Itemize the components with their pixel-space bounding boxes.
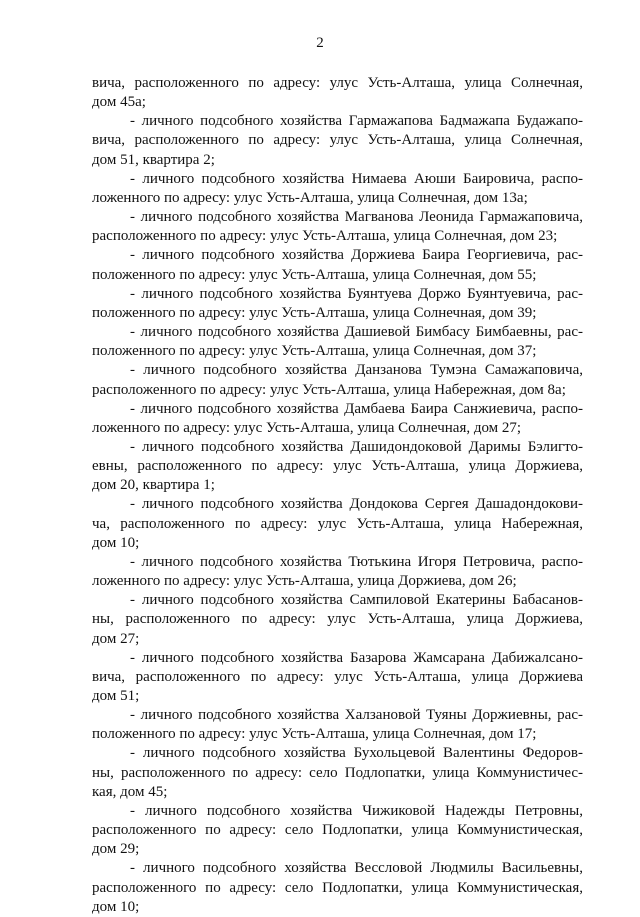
text-line: дом 27; [92,630,140,647]
list-item [92,649,583,706]
text-line: - личного подсобного хозяйства Вессловой Людмилы Васильевны, [130,860,583,877]
text-line: дом 29; [92,841,140,858]
text-line: ложенного по адресу: улус Усть-Алташа, улица Солнечная, дом 13а; [92,189,528,206]
list-item [92,74,583,112]
text-line: дом 45а; [92,94,146,111]
text-line: ложенного по адресу: улус Усть-Алташа, улица Доржиева, дом 26; [92,573,517,590]
text-line: - личного подсобного хозяйства Буянтуева Доржо Буянтуевича, рас- [130,285,583,302]
text-line: расположенного по адресу: улус Усть-Алташа, улица Солнечная, дом 23; [92,228,558,245]
text-line: вича, расположенного по адресу: улус Усть-Алташа, улица Солнечная, [92,132,583,149]
list-item [92,744,583,801]
text-line: вича, расположенного по адресу: улус Усть-Алташа, улица Доржиева [92,668,583,685]
text-line: - личного подсобного хозяйства Халзановой Туяны Доржиевны, рас- [130,707,583,724]
list-item [92,802,583,859]
list-item [92,859,583,916]
text-line: - личного подсобного хозяйства Дондокова Сергея Дашадондокови- [130,496,583,513]
list-item [92,323,583,361]
list-item [92,170,583,208]
page-number: 2 [316,35,324,51]
text-line: - личного подсобного хозяйства Нимаева Аюши Баировича, распо- [130,170,583,187]
list-item [92,285,583,323]
text-line: расположенного по адресу: село Подлопатки, улица Коммунистическая, [92,822,583,839]
text-line: ны, расположенного по адресу: село Подлопатки, улица Коммунистичес- [92,764,583,781]
text-line: - личного подсобного хозяйства Чижиковой Надежды Петровны, [130,802,583,819]
list-item [92,246,583,284]
text-line: евны, расположенного по адресу: улус Усть-Алташа, улица Доржиева, [92,458,583,475]
text-line: расположенного по адресу: улус Усть-Алташа, улица Набережная, дом 8а; [92,381,566,398]
text-line: положенного по адресу: улус Усть-Алташа, улица Солнечная, дом 55; [92,266,537,283]
text-line: ложенного по адресу: улус Усть-Алташа, улица Солнечная, дом 27; [92,419,522,436]
document-body [92,74,583,917]
text-line: - личного подсобного хозяйства Бухольцевой Валентины Федоров- [130,745,583,762]
text-line: - личного подсобного хозяйства Дашиевой Бимбасу Бимбаевны, рас- [130,324,583,341]
text-line: - личного подсобного хозяйства Тютькина Игоря Петровича, распо- [130,553,583,570]
text-line: - личного подсобного хозяйства Доржиева Баира Георгиевича, рас- [130,247,583,264]
text-line: - личного подсобного хозяйства Дамбаева Баира Санжиевича, распо- [130,400,583,417]
text-line: ча, расположенного по адресу: улус Усть-Алташа, улица Набережная, [92,515,583,532]
text-line: положенного по адресу: улус Усть-Алташа, улица Солнечная, дом 37; [92,343,537,360]
list-item [92,591,583,648]
text-line: положенного по адресу: улус Усть-Алташа, улица Солнечная, дом 39; [92,304,537,321]
text-line: положенного по адресу: улус Усть-Алташа, улица Солнечная, дом 17; [92,726,537,743]
text-line: кая, дом 45; [92,783,168,800]
text-line: дом 20, квартира 1; [92,477,215,494]
text-line: - личного подсобного хозяйства Дашидондоковой Даримы Бэлигто- [130,438,583,455]
text-line: - личного подсобного хозяйства Базарова Жамсарана Дабижалсано- [130,649,583,666]
text-line: дом 51; [92,688,140,704]
list-item [92,495,583,552]
list-item [92,361,583,399]
list-item [92,112,583,169]
text-line: ны, расположенного по адресу: улус Усть-Алташа, улица Доржиева, [92,611,583,628]
text-line: - личного подсобного хозяйства Данзанова Тумэна Самажаповича, [130,362,583,379]
text-line: дом 51, квартира 2; [92,151,215,168]
text-line: - личного подсобного хозяйства Сампиловой Екатерины Бабасанов- [130,592,583,609]
list-item [92,208,583,246]
text-line: дом 10; [92,534,140,551]
text-line: - личного подсобного хозяйства Гармажапова Бадмажапа Будажапо- [130,113,583,130]
text-line: - личного подсобного хозяйства Магванова Леонида Гармажаповича, [130,209,583,226]
list-item [92,706,583,744]
list-item [92,438,583,495]
list-item [92,553,583,591]
text-line: расположенного по адресу: село Подлопатки, улица Коммунистическая, [92,879,583,896]
text-line: вича, расположенного по адресу: улус Усть-Алташа, улица Солнечная, [92,75,583,91]
list-item [92,400,583,438]
text-line: дом 10; [92,898,140,915]
